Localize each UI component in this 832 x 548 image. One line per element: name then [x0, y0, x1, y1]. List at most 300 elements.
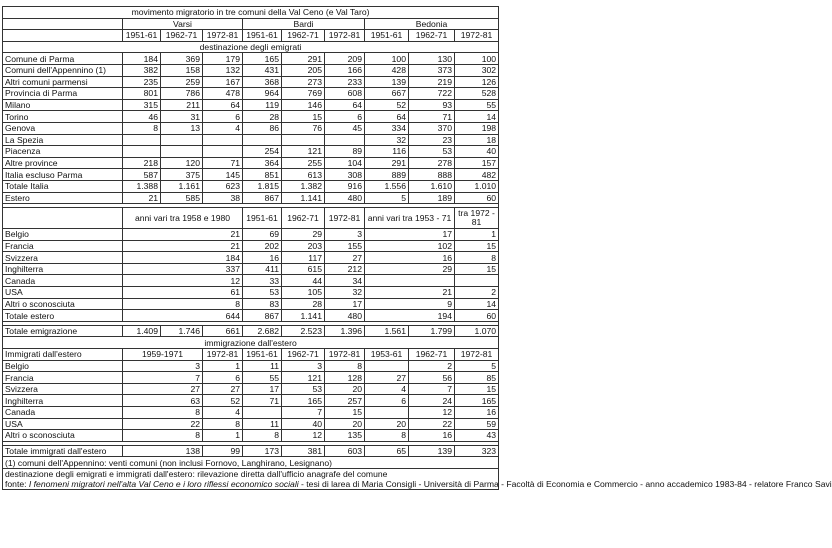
- value-cell: 1.561: [365, 325, 409, 337]
- value-cell: 315: [123, 99, 161, 111]
- period-label: 1951-61: [243, 349, 282, 361]
- period-label: 1962-71: [282, 30, 325, 42]
- table-row: [3, 275, 499, 287]
- value-cell: 1.610: [409, 180, 455, 192]
- value-cell: 916: [325, 180, 365, 192]
- value-cell: 194: [365, 310, 455, 322]
- value-cell: 158: [161, 64, 203, 76]
- value-cell: 3: [325, 229, 365, 241]
- corner-cell: [3, 208, 123, 229]
- value-cell: 93: [409, 99, 455, 111]
- row-label: Altri o sconosciuta: [3, 298, 123, 310]
- row-label: Comune di Parma: [3, 53, 123, 65]
- table-row: [3, 360, 499, 372]
- value-cell: 20: [325, 418, 365, 430]
- value-cell: 44: [282, 275, 325, 287]
- value-cell: 6: [365, 395, 409, 407]
- value-cell: 4: [203, 407, 243, 419]
- value-cell: 12: [409, 407, 455, 419]
- value-cell: 1.161: [161, 180, 203, 192]
- value-cell: 644: [123, 310, 243, 322]
- value-cell: 1.799: [409, 325, 455, 337]
- source-block: [3, 468, 832, 489]
- period-label: 1962-71: [409, 30, 455, 42]
- table-row: [3, 252, 499, 264]
- row-label: Canada: [3, 275, 123, 287]
- value-cell: 1.141: [282, 192, 325, 204]
- value-cell: 867: [243, 192, 282, 204]
- value-cell: 53: [282, 383, 325, 395]
- value-cell: 13: [161, 122, 203, 134]
- table-row: [3, 445, 499, 457]
- value-cell: 21: [123, 229, 243, 241]
- corner-cell: [3, 30, 123, 42]
- footnote-appennino: (1) comuni dell'Appennino: venti comuni (non inclusi Fornovo, Langhirano, Lesignano): [3, 457, 499, 469]
- value-cell: 52: [203, 395, 243, 407]
- value-cell: 189: [409, 192, 455, 204]
- value-cell: 3: [282, 360, 325, 372]
- value-cell: 623: [203, 180, 243, 192]
- row-label: Francia: [3, 372, 123, 384]
- value-cell: 1.815: [243, 180, 282, 192]
- value-cell: 1.746: [161, 325, 203, 337]
- value-cell: 11: [243, 360, 282, 372]
- value-cell: 21: [123, 240, 243, 252]
- value-cell: 14: [455, 298, 499, 310]
- period-label: 1962-71: [161, 30, 203, 42]
- value-cell: 165: [282, 395, 325, 407]
- value-cell: 15: [455, 240, 499, 252]
- value-cell: 7: [409, 383, 455, 395]
- municipality-bedonia: Bedonia: [365, 18, 499, 30]
- value-cell: 219: [409, 76, 455, 88]
- row-label: Inghilterra: [3, 263, 123, 275]
- table-row: [3, 383, 499, 395]
- value-cell: 3: [123, 360, 203, 372]
- value-cell: 667: [365, 88, 409, 100]
- value-cell: 278: [409, 157, 455, 169]
- value-cell: 337: [123, 263, 243, 275]
- value-cell: 43: [455, 430, 499, 442]
- value-cell: 369: [161, 53, 203, 65]
- value-cell: 1.141: [282, 310, 325, 322]
- value-cell: 21: [365, 287, 455, 299]
- value-cell: 135: [325, 430, 365, 442]
- period-label: 1972-81: [325, 208, 365, 229]
- table-row: [3, 53, 499, 65]
- value-cell: 16: [365, 252, 455, 264]
- value-cell: 29: [365, 263, 455, 275]
- row-label: Provincia di Parma: [3, 88, 123, 100]
- value-cell: 1: [455, 229, 499, 241]
- value-cell: 102: [365, 240, 455, 252]
- value-cell: 85: [455, 372, 499, 384]
- value-cell: 1.396: [325, 325, 365, 337]
- table-row: [3, 430, 499, 442]
- value-cell: 480: [325, 192, 365, 204]
- row-label: Belgio: [3, 360, 123, 372]
- row-label: Totale emigrazione: [3, 325, 123, 337]
- value-cell: 27: [123, 383, 203, 395]
- value-cell: 9: [365, 298, 455, 310]
- value-cell: 323: [455, 445, 499, 457]
- value-cell: 1.010: [455, 180, 499, 192]
- value-cell: [161, 134, 203, 146]
- value-cell: 126: [455, 76, 499, 88]
- value-cell: 184: [123, 252, 243, 264]
- immig-period-varsi-b: 1972-81: [203, 349, 243, 361]
- value-cell: 6: [325, 111, 365, 123]
- value-cell: 308: [325, 169, 365, 181]
- value-cell: 291: [282, 53, 325, 65]
- value-cell: 76: [282, 122, 325, 134]
- value-cell: 16: [243, 252, 282, 264]
- value-cell: 209: [325, 53, 365, 65]
- value-cell: 7: [123, 372, 203, 384]
- value-cell: 89: [325, 146, 365, 158]
- value-cell: 18: [455, 134, 499, 146]
- value-cell: 867: [243, 310, 282, 322]
- value-cell: 769: [282, 88, 325, 100]
- period-label: 1951-61: [123, 30, 161, 42]
- value-cell: 86: [243, 122, 282, 134]
- value-cell: 23: [409, 134, 455, 146]
- value-cell: 8: [243, 430, 282, 442]
- value-cell: 105: [282, 287, 325, 299]
- value-cell: 202: [243, 240, 282, 252]
- value-cell: 145: [203, 169, 243, 181]
- value-cell: 587: [123, 169, 161, 181]
- row-label: Estero: [3, 192, 123, 204]
- immig-period-varsi-a: 1959-1971: [123, 349, 203, 361]
- value-cell: 33: [243, 275, 282, 287]
- value-cell: 801: [123, 88, 161, 100]
- table-row: [3, 111, 499, 123]
- table-title: movimento migratorio in tre comuni della Val Ceno (e Val Taro): [3, 7, 499, 19]
- value-cell: 722: [409, 88, 455, 100]
- table-row: [3, 146, 499, 158]
- value-cell: 273: [282, 76, 325, 88]
- value-cell: 613: [282, 169, 325, 181]
- value-cell: 218: [123, 157, 161, 169]
- table-row: [3, 395, 499, 407]
- value-cell: 482: [455, 169, 499, 181]
- value-cell: 165: [455, 395, 499, 407]
- value-cell: 15: [455, 263, 499, 275]
- value-cell: 45: [325, 122, 365, 134]
- source-citation: [5, 478, 832, 489]
- value-cell: 83: [243, 298, 282, 310]
- value-cell: 63: [123, 395, 203, 407]
- period-label: 1972-81: [455, 30, 499, 42]
- value-cell: 375: [161, 169, 203, 181]
- value-cell: [365, 407, 409, 419]
- table-row: [3, 88, 499, 100]
- value-cell: 411: [243, 263, 282, 275]
- value-cell: 34: [325, 275, 365, 287]
- value-cell: [282, 134, 325, 146]
- row-label: Genova: [3, 122, 123, 134]
- municipality-bardi: Bardi: [243, 18, 365, 30]
- value-cell: 64: [365, 111, 409, 123]
- value-cell: 132: [203, 64, 243, 76]
- value-cell: 184: [123, 53, 161, 65]
- row-label: Torino: [3, 111, 123, 123]
- value-cell: 38: [203, 192, 243, 204]
- value-cell: 254: [243, 146, 282, 158]
- period-label: 1972-81: [203, 30, 243, 42]
- value-cell: 46: [123, 111, 161, 123]
- value-cell: 71: [203, 157, 243, 169]
- value-cell: 65: [365, 445, 409, 457]
- value-cell: 5: [455, 360, 499, 372]
- value-cell: 2: [455, 287, 499, 299]
- abroad-period-bedonia-a: anni vari tra 1953 - 71: [365, 208, 455, 229]
- value-cell: 4: [203, 122, 243, 134]
- value-cell: 146: [282, 99, 325, 111]
- value-cell: 203: [282, 240, 325, 252]
- period-label: 1951-61: [243, 30, 282, 42]
- immig-period-bedonia: 1972-81: [455, 349, 499, 361]
- value-cell: 233: [325, 76, 365, 88]
- value-cell: 8: [365, 430, 409, 442]
- source-prefix: fonte:: [5, 478, 29, 489]
- value-cell: 964: [243, 88, 282, 100]
- value-cell: 17: [243, 383, 282, 395]
- value-cell: 1.382: [282, 180, 325, 192]
- row-label: Milano: [3, 99, 123, 111]
- value-cell: 8: [123, 430, 203, 442]
- value-cell: [123, 146, 161, 158]
- value-cell: 12: [123, 275, 243, 287]
- table-row: [3, 122, 499, 134]
- value-cell: 198: [455, 122, 499, 134]
- value-cell: 40: [282, 418, 325, 430]
- value-cell: 6: [203, 111, 243, 123]
- value-cell: 608: [325, 88, 365, 100]
- value-cell: 166: [325, 64, 365, 76]
- municipality-varsi: Varsi: [123, 18, 243, 30]
- value-cell: 121: [282, 146, 325, 158]
- value-cell: 104: [325, 157, 365, 169]
- value-cell: 12: [282, 430, 325, 442]
- value-cell: [243, 407, 282, 419]
- corner-cell: [3, 18, 123, 30]
- value-cell: 20: [365, 418, 409, 430]
- row-label: Piacenza: [3, 146, 123, 158]
- table-row: [3, 325, 499, 337]
- value-cell: 14: [455, 111, 499, 123]
- period-label: 1962-71: [282, 208, 325, 229]
- value-cell: 53: [409, 146, 455, 158]
- value-cell: 8: [123, 407, 203, 419]
- value-cell: 64: [325, 99, 365, 111]
- value-cell: 11: [243, 418, 282, 430]
- value-cell: 179: [203, 53, 243, 65]
- row-label: Svizzera: [3, 252, 123, 264]
- value-cell: [455, 275, 499, 287]
- value-cell: [365, 360, 409, 372]
- value-cell: 27: [365, 372, 409, 384]
- value-cell: 15: [282, 111, 325, 123]
- source-title: I fenomeni migratori nell'alta Val Ceno e i loro riflessi economico sociali: [28, 478, 299, 489]
- table-row: [3, 287, 499, 299]
- value-cell: 5: [365, 192, 409, 204]
- table-row: [3, 418, 499, 430]
- value-cell: 334: [365, 122, 409, 134]
- value-cell: 167: [203, 76, 243, 88]
- period-label: 1951-61: [365, 30, 409, 42]
- value-cell: 786: [161, 88, 203, 100]
- value-cell: 15: [455, 383, 499, 395]
- row-label: USA: [3, 418, 123, 430]
- table-row: [3, 99, 499, 111]
- immig-period-bedonia: 1962-71: [409, 349, 455, 361]
- value-cell: 16: [455, 407, 499, 419]
- value-cell: 61: [123, 287, 243, 299]
- value-cell: 428: [365, 64, 409, 76]
- abroad-period-varsi: anni vari tra 1958 e 1980: [123, 208, 243, 229]
- table-row: [3, 407, 499, 419]
- table-row: [3, 76, 499, 88]
- value-cell: 257: [325, 395, 365, 407]
- value-cell: 16: [409, 430, 455, 442]
- value-cell: 139: [365, 76, 409, 88]
- table-row: [3, 169, 499, 181]
- value-cell: 155: [325, 240, 365, 252]
- value-cell: 60: [455, 310, 499, 322]
- value-cell: 117: [282, 252, 325, 264]
- value-cell: 6: [203, 372, 243, 384]
- value-cell: 480: [325, 310, 365, 322]
- value-cell: 64: [203, 99, 243, 111]
- value-cell: 1.070: [455, 325, 499, 337]
- value-cell: 8: [123, 298, 243, 310]
- value-cell: 32: [325, 287, 365, 299]
- value-cell: 40: [455, 146, 499, 158]
- row-label: Altri o sconosciuta: [3, 430, 123, 442]
- value-cell: 1: [203, 360, 243, 372]
- footnote-rilevazione: destinazione degli emigrati e immigrati dall'estero: rilevazione diretta dall'ufficio anagrafe del comune: [5, 468, 388, 479]
- value-cell: 2.523: [282, 325, 325, 337]
- value-cell: 173: [243, 445, 282, 457]
- value-cell: 661: [203, 325, 243, 337]
- row-label: Altri comuni parmensi: [3, 76, 123, 88]
- value-cell: 100: [455, 53, 499, 65]
- table-row: [3, 298, 499, 310]
- migration-table: [2, 6, 832, 490]
- value-cell: 381: [282, 445, 325, 457]
- value-cell: 212: [325, 263, 365, 275]
- value-cell: 139: [409, 445, 455, 457]
- value-cell: 27: [203, 383, 243, 395]
- value-cell: 7: [282, 407, 325, 419]
- row-label: USA: [3, 287, 123, 299]
- value-cell: 255: [282, 157, 325, 169]
- value-cell: [203, 134, 243, 146]
- value-cell: 32: [365, 134, 409, 146]
- value-cell: 69: [243, 229, 282, 241]
- value-cell: [123, 134, 161, 146]
- value-cell: 8: [455, 252, 499, 264]
- row-label: Canada: [3, 407, 123, 419]
- value-cell: 211: [161, 99, 203, 111]
- table-row: [3, 229, 499, 241]
- value-cell: 71: [409, 111, 455, 123]
- value-cell: 431: [243, 64, 282, 76]
- value-cell: 889: [365, 169, 409, 181]
- value-cell: 8: [325, 360, 365, 372]
- value-cell: 368: [243, 76, 282, 88]
- table-row: [3, 134, 499, 146]
- value-cell: 1.409: [123, 325, 161, 337]
- table-row: [3, 64, 499, 76]
- value-cell: [243, 134, 282, 146]
- value-cell: 1.388: [123, 180, 161, 192]
- value-cell: [365, 275, 455, 287]
- value-cell: 373: [409, 64, 455, 76]
- value-cell: 205: [282, 64, 325, 76]
- value-cell: 128: [325, 372, 365, 384]
- value-cell: 888: [409, 169, 455, 181]
- value-cell: 24: [409, 395, 455, 407]
- value-cell: 28: [243, 111, 282, 123]
- row-label: Svizzera: [3, 383, 123, 395]
- value-cell: 27: [325, 252, 365, 264]
- value-cell: 71: [243, 395, 282, 407]
- table-row: [3, 240, 499, 252]
- value-cell: 31: [161, 111, 203, 123]
- table-row: [3, 192, 499, 204]
- table-row: [3, 310, 499, 322]
- value-cell: 22: [409, 418, 455, 430]
- immigrati-header-label: Immigrati dall'estero: [3, 349, 123, 361]
- row-label: Inghilterra: [3, 395, 123, 407]
- row-label: Comuni dell'Appennino (1): [3, 64, 123, 76]
- value-cell: 119: [243, 99, 282, 111]
- value-cell: 55: [243, 372, 282, 384]
- value-cell: 4: [365, 383, 409, 395]
- value-cell: 138: [123, 445, 203, 457]
- value-cell: 121: [282, 372, 325, 384]
- period-label: 1972-81: [325, 349, 365, 361]
- value-cell: 56: [409, 372, 455, 384]
- value-cell: 59: [455, 418, 499, 430]
- value-cell: 165: [243, 53, 282, 65]
- value-cell: 99: [203, 445, 243, 457]
- value-cell: 585: [161, 192, 203, 204]
- source-rest: - tesi di larea di Maria Consigli - Università di Parma - Facoltà di Economia e Commercio - anno accademico 1983-84 - relatore Franco Savi: [298, 478, 832, 489]
- value-cell: [203, 146, 243, 158]
- row-label: Altre province: [3, 157, 123, 169]
- row-label: La Spezia: [3, 134, 123, 146]
- row-label: Belgio: [3, 229, 123, 241]
- row-label: Totale estero: [3, 310, 123, 322]
- value-cell: 52: [365, 99, 409, 111]
- period-label: 1962-71: [282, 349, 325, 361]
- value-cell: 120: [161, 157, 203, 169]
- value-cell: 116: [365, 146, 409, 158]
- table-row: [3, 372, 499, 384]
- value-cell: 21: [123, 192, 161, 204]
- value-cell: 29: [282, 229, 325, 241]
- period-label: 1951-61: [243, 208, 282, 229]
- immig-period-bedonia: 1953-61: [365, 349, 409, 361]
- value-cell: 17: [365, 229, 455, 241]
- value-cell: 615: [282, 263, 325, 275]
- value-cell: 302: [455, 64, 499, 76]
- row-label: Totale Italia: [3, 180, 123, 192]
